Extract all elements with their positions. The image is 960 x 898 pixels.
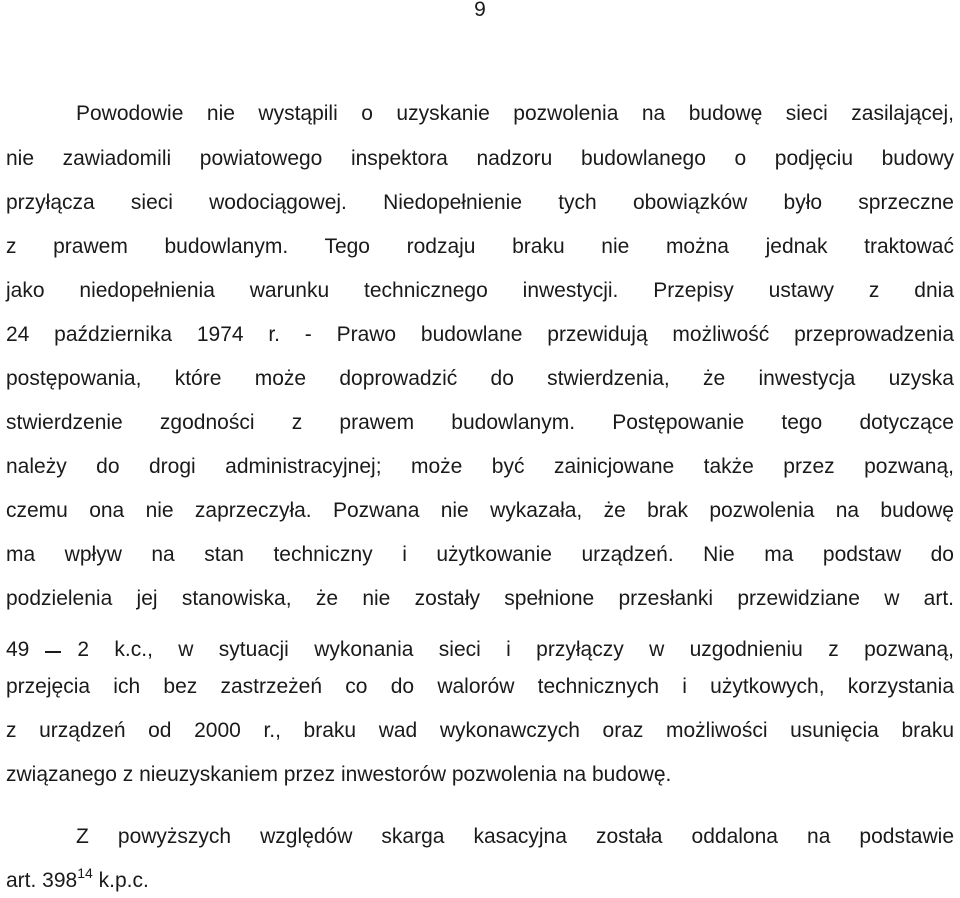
code-abbreviation: k.p.c. bbox=[92, 869, 149, 892]
paragraph-line: stwierdzenie zgodności z prawem budowlanym. Postępowanie tego dotyczące bbox=[6, 411, 954, 434]
paragraph-line: z urządzeń od 2000 r., braku wad wykonawczych oraz możliwości usunięcia braku bbox=[6, 719, 954, 742]
article-reference: art. 398 bbox=[6, 869, 78, 892]
paragraph-line: 24 października 1974 r. - Prawo budowlane przewidują możliwość przeprowadzenia bbox=[6, 323, 954, 346]
paragraph-line: postępowania, które może doprowadzić do stwierdzenia, że inwestycja uzyska bbox=[6, 367, 954, 390]
paragraph-line: jako niedopełnienia warunku technicznego inwestycji. Przepisy ustawy z dnia bbox=[6, 279, 954, 302]
paragraph-line: Powodowie nie wystąpili o uzyskanie pozwolenia na budowę sieci zasilającej, bbox=[76, 102, 954, 125]
paragraph-line: nie zawiadomili powiatowego inspektora nadzoru budowlanego o podjęciu budowy bbox=[6, 147, 954, 170]
article-superscript: 14 bbox=[77, 865, 93, 881]
paragraph-line: podzielenia jej stanowiska, że nie zostały spełnione przesłanki przewidziane w art. bbox=[6, 587, 954, 610]
paragraph-line-final bbox=[6, 865, 954, 894]
paragraph-line: ma wpływ na stan techniczny i użytkowanie urządzeń. Nie ma podstaw do bbox=[6, 543, 954, 566]
paragraph-line-rest: 2 k.c., w sytuacji wykonania sieci i przyłączy w uzgodnieniu z pozwaną, bbox=[77, 638, 954, 661]
paragraph-line: czemu ona nie zaprzeczyła. Pozwana nie wykazała, że brak pozwolenia na budowę bbox=[6, 499, 954, 522]
paragraph-line: Z powyższych względów skarga kasacyjna została oddalona na podstawie bbox=[76, 825, 954, 848]
paragraph-line-with-section bbox=[6, 630, 954, 663]
article-number: 49 bbox=[6, 638, 30, 661]
paragraph-line: z prawem budowlanym. Tego rodzaju braku nie można jednak traktować bbox=[6, 235, 954, 258]
paragraph-line: przyłącza sieci wodociągowej. Niedopełnienie tych obowiązków było sprzeczne bbox=[6, 191, 954, 214]
paragraph-line: należy do drogi administracyjnej; może być zainicjowane także przez pozwaną, bbox=[6, 455, 954, 478]
section-mark-underline bbox=[41, 630, 67, 656]
page-number: 9 bbox=[474, 0, 486, 21]
paragraph-line: związanego z nieuzyskaniem przez inwestorów pozwolenia na budowę. bbox=[6, 763, 672, 786]
paragraph-line: przejęcia ich bez zastrzeżeń co do walorów technicznych i użytkowych, korzystania bbox=[6, 675, 954, 698]
